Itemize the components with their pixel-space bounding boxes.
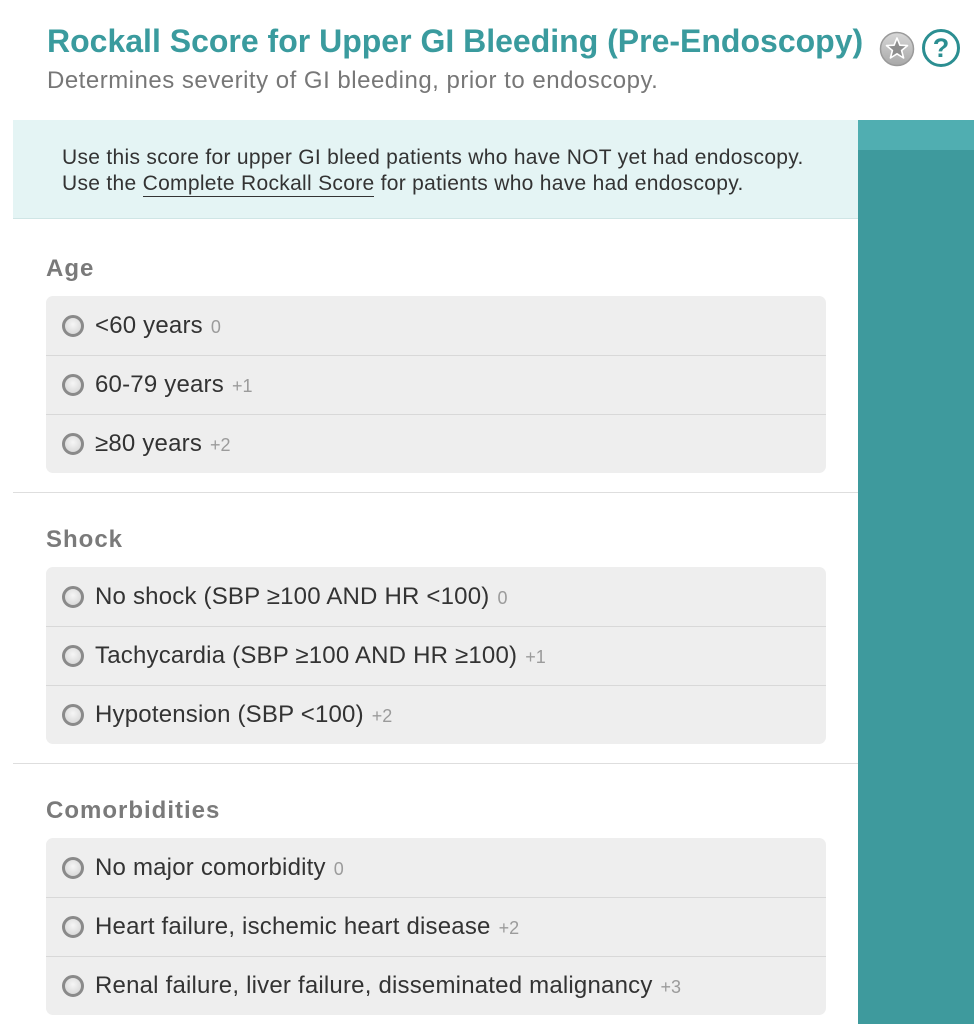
option-tachycardia[interactable] bbox=[46, 626, 826, 685]
favorite-star-icon[interactable] bbox=[879, 31, 915, 67]
option-points: +2 bbox=[371, 706, 393, 726]
option-age-80-plus[interactable] bbox=[46, 414, 826, 473]
result-side-panel bbox=[858, 120, 974, 1024]
section-divider bbox=[13, 763, 858, 764]
radio-button[interactable] bbox=[62, 645, 84, 667]
radio-button[interactable] bbox=[62, 586, 84, 608]
option-no-shock[interactable] bbox=[46, 567, 826, 626]
radio-button[interactable] bbox=[62, 374, 84, 396]
option-points: 0 bbox=[333, 859, 344, 879]
complete-rockall-score-link[interactable]: Complete Rockall Score bbox=[142, 172, 375, 195]
options-age bbox=[46, 296, 826, 473]
option-no-major-comorbidity[interactable] bbox=[46, 838, 826, 897]
instructions-text bbox=[62, 145, 804, 197]
option-heart-failure[interactable] bbox=[46, 897, 826, 956]
option-points: +1 bbox=[231, 376, 253, 396]
option-points: 0 bbox=[210, 317, 221, 337]
option-points: +1 bbox=[525, 647, 546, 667]
section-label-comorbidities: Comorbidities bbox=[46, 797, 221, 824]
radio-button[interactable] bbox=[62, 916, 84, 938]
option-points: +2 bbox=[498, 918, 520, 938]
option-label: Renal failure, liver failure, disseminated malignancy bbox=[95, 972, 653, 999]
radio-button[interactable] bbox=[62, 704, 84, 726]
page-title: Rockall Score for Upper GI Bleeding (Pre-Endoscopy) bbox=[47, 23, 864, 59]
instructions-line-1: Use this score for upper GI bleed patients who have NOT yet had endoscopy. bbox=[62, 146, 804, 169]
radio-button[interactable] bbox=[62, 433, 84, 455]
section-label-shock: Shock bbox=[46, 526, 124, 553]
option-hypotension[interactable] bbox=[46, 685, 826, 744]
section-label-age: Age bbox=[46, 255, 95, 282]
page-subtitle: Determines severity of GI bleeding, prior to endoscopy. bbox=[47, 67, 659, 94]
options-shock bbox=[46, 567, 826, 744]
instructions-line-2-prefix: Use the bbox=[62, 172, 143, 195]
help-icon[interactable] bbox=[922, 29, 960, 67]
option-label: No major comorbidity bbox=[95, 854, 326, 881]
instructions-box bbox=[13, 120, 858, 219]
star-icon bbox=[879, 31, 915, 67]
option-age-60-79[interactable] bbox=[46, 355, 826, 414]
option-label: ≥80 years bbox=[95, 430, 203, 457]
options-comorbidities bbox=[46, 838, 826, 1015]
help-question-mark: ? bbox=[932, 33, 950, 63]
section-divider bbox=[13, 492, 858, 493]
option-renal-liver-malignancy[interactable] bbox=[46, 956, 826, 1015]
radio-button[interactable] bbox=[62, 315, 84, 337]
option-points: +3 bbox=[660, 977, 682, 997]
instructions-line-2-suffix: for patients who have had endoscopy. bbox=[374, 172, 744, 195]
option-points: +2 bbox=[210, 435, 231, 455]
side-panel-header bbox=[858, 120, 974, 150]
option-label: <60 years bbox=[95, 312, 203, 339]
radio-button[interactable] bbox=[62, 975, 84, 997]
option-label: Heart failure, ischemic heart disease bbox=[95, 913, 491, 940]
option-label: Hypotension (SBP <100) bbox=[95, 701, 364, 728]
option-label: No shock (SBP ≥100 AND HR <100) bbox=[95, 583, 490, 610]
radio-button[interactable] bbox=[62, 857, 84, 879]
option-points: 0 bbox=[497, 588, 508, 608]
instructions-line-2 bbox=[62, 171, 804, 197]
option-label: 60-79 years bbox=[95, 371, 224, 398]
option-label: Tachycardia (SBP ≥100 AND HR ≥100) bbox=[95, 642, 518, 669]
option-age-under-60[interactable] bbox=[46, 296, 826, 355]
